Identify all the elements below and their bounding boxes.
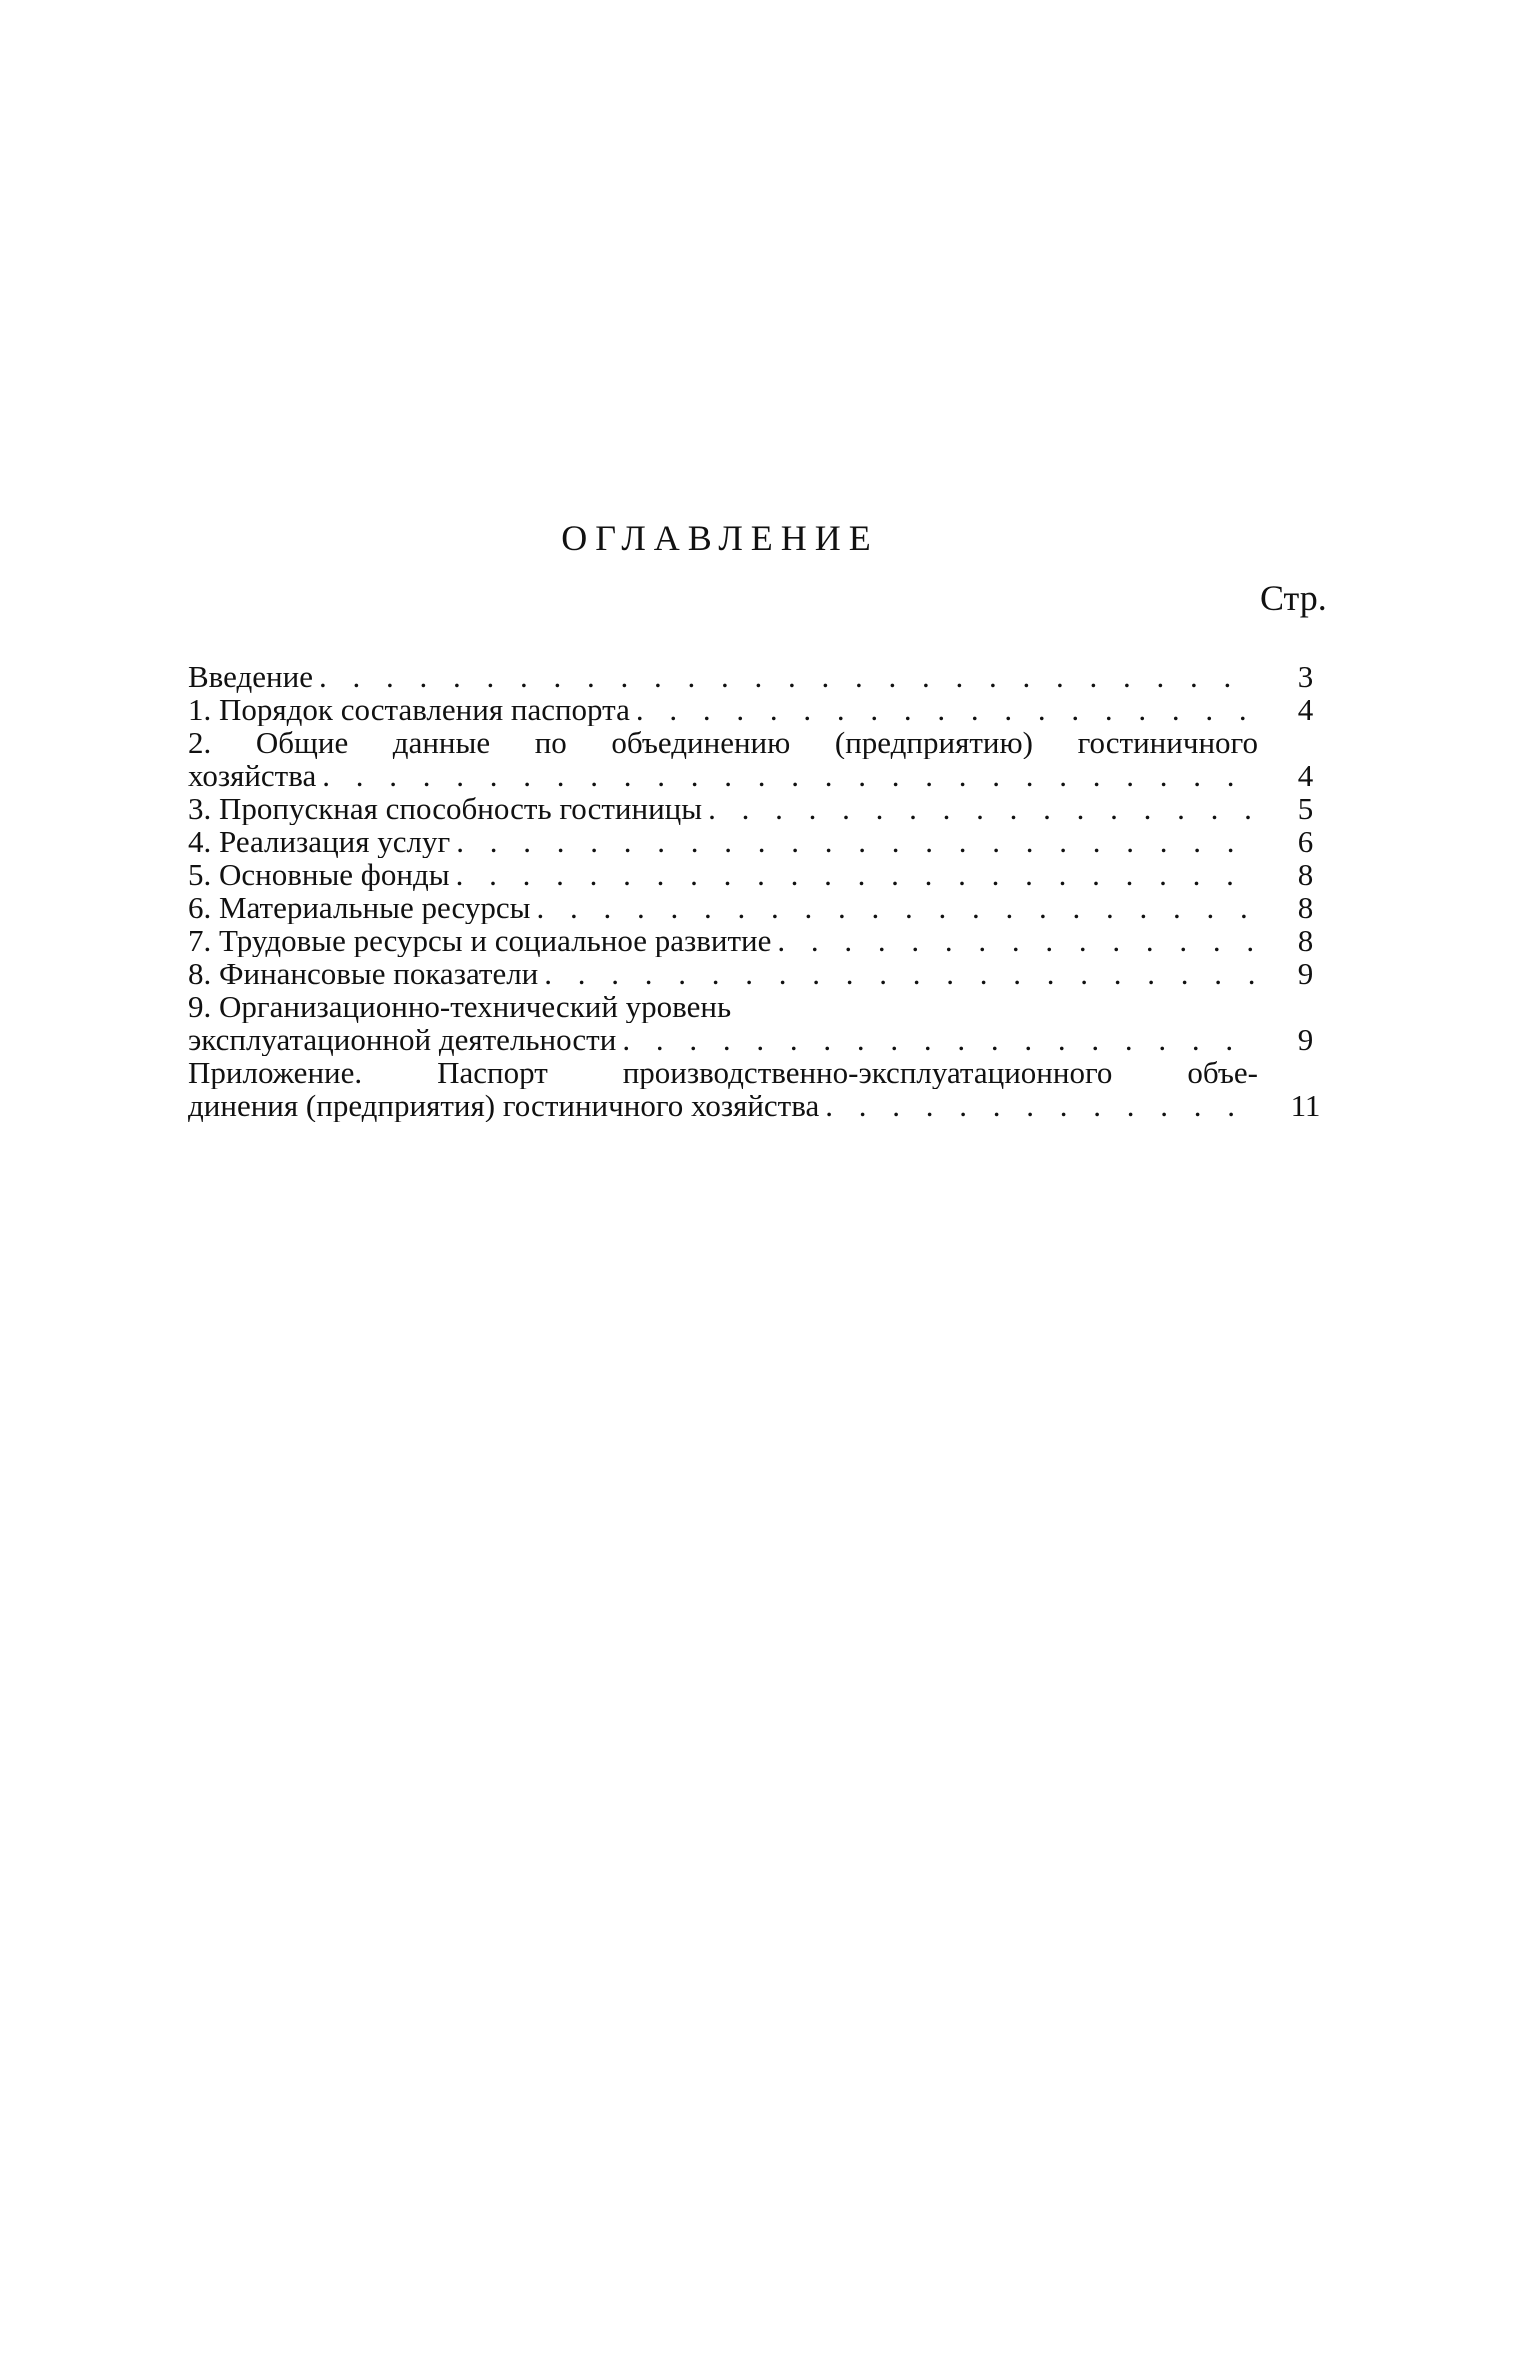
toc-entry-text <box>188 957 1258 990</box>
toc-entry-title: Введение <box>188 660 313 693</box>
toc-entry-appendix[interactable] <box>188 1056 1333 1122</box>
toc-entry-title: 7. Трудовые ресурсы и социальное развитие <box>188 924 772 957</box>
dot-leader <box>708 792 1258 825</box>
dot-leader <box>456 825 1258 858</box>
toc-entry-6[interactable] <box>188 891 1333 924</box>
toc-line <box>188 1023 1258 1056</box>
toc-line <box>188 891 1258 924</box>
toc-page-number: 5 <box>1297 791 1314 826</box>
dot-leader <box>456 858 1258 891</box>
toc-entry-title-continued: хозяйства <box>188 759 317 792</box>
dot-leader <box>536 891 1258 924</box>
toc-entry-text <box>188 924 1258 957</box>
toc-entry-3[interactable] <box>188 792 1333 825</box>
toc-entry-8[interactable] <box>188 957 1333 990</box>
toc-line <box>188 693 1258 726</box>
toc-entry-title: 2. Общие данные по объединению (предприятию) гостиничного <box>188 726 1258 759</box>
toc-page-number: 4 <box>1297 758 1314 793</box>
toc-entry-title: 3. Пропускная способность гостиницы <box>188 792 703 825</box>
toc-entry-text <box>188 825 1258 858</box>
page-number-column-header: Стр. <box>1260 578 1327 618</box>
dot-leader <box>544 957 1258 990</box>
toc-entry-text <box>188 891 1258 924</box>
dot-leader <box>825 1089 1258 1122</box>
toc-entry-5[interactable] <box>188 858 1333 891</box>
toc-line <box>188 924 1258 957</box>
toc-entry-title: 5. Основные фонды <box>188 858 450 891</box>
toc-entry-2[interactable] <box>188 726 1333 792</box>
toc-entry-text <box>188 726 1258 792</box>
dot-leader <box>319 660 1258 693</box>
toc-line <box>188 726 1258 759</box>
toc-entry-text <box>188 1056 1258 1122</box>
toc-entry-title: 1. Порядок составления паспорта <box>188 693 630 726</box>
toc-page-number: 9 <box>1297 1022 1314 1057</box>
toc-page-number: 9 <box>1297 956 1314 991</box>
toc-page-number: 3 <box>1297 659 1314 694</box>
toc-page-number: 4 <box>1297 692 1314 727</box>
toc-entry-9[interactable] <box>188 990 1333 1056</box>
toc-entry-title: Приложение. Паспорт производственно-эксплуатационного объе- <box>188 1056 1258 1089</box>
toc-line <box>188 1056 1258 1089</box>
toc-page-number: 8 <box>1297 923 1314 958</box>
toc-entry-text <box>188 990 1258 1056</box>
dot-leader <box>636 693 1258 726</box>
toc-entry-1[interactable] <box>188 693 1333 726</box>
page-title: ОГЛАВЛЕНИЕ <box>561 518 879 558</box>
toc-entry-introduction[interactable] <box>188 660 1333 693</box>
toc-line <box>188 858 1258 891</box>
dot-leader <box>622 1023 1258 1056</box>
toc-line <box>188 759 1258 792</box>
toc-entry-title: 8. Финансовые показатели <box>188 957 539 990</box>
dot-leader <box>777 924 1258 957</box>
toc-entry-4[interactable] <box>188 825 1333 858</box>
dot-leader <box>322 759 1258 792</box>
toc-entry-7[interactable] <box>188 924 1333 957</box>
toc-line <box>188 957 1258 990</box>
toc-page-number: 11 <box>1290 1088 1321 1123</box>
toc-entry-text <box>188 792 1258 825</box>
toc-line <box>188 1089 1258 1122</box>
toc-entry-text <box>188 660 1258 693</box>
toc-entry-text <box>188 693 1258 726</box>
toc-line <box>188 792 1258 825</box>
toc-page-number: 8 <box>1297 890 1314 925</box>
toc-page-number: 6 <box>1297 824 1314 859</box>
toc-entry-text <box>188 858 1258 891</box>
toc-line <box>188 825 1258 858</box>
toc-entry-title: 6. Материальные ресурсы <box>188 891 531 924</box>
toc-entry-title-continued: эксплуатационной деятельности <box>188 1023 617 1056</box>
toc-line <box>188 660 1258 693</box>
toc-page-number: 8 <box>1297 857 1314 892</box>
toc-entry-title-continued: динения (предприятия) гостиничного хозяйства <box>188 1089 820 1122</box>
toc-entry-title: 4. Реализация услуг <box>188 825 451 858</box>
table-of-contents <box>188 660 1333 1122</box>
toc-entry-title: 9. Организационно-технический уровень <box>188 990 732 1023</box>
toc-line <box>188 990 1258 1023</box>
